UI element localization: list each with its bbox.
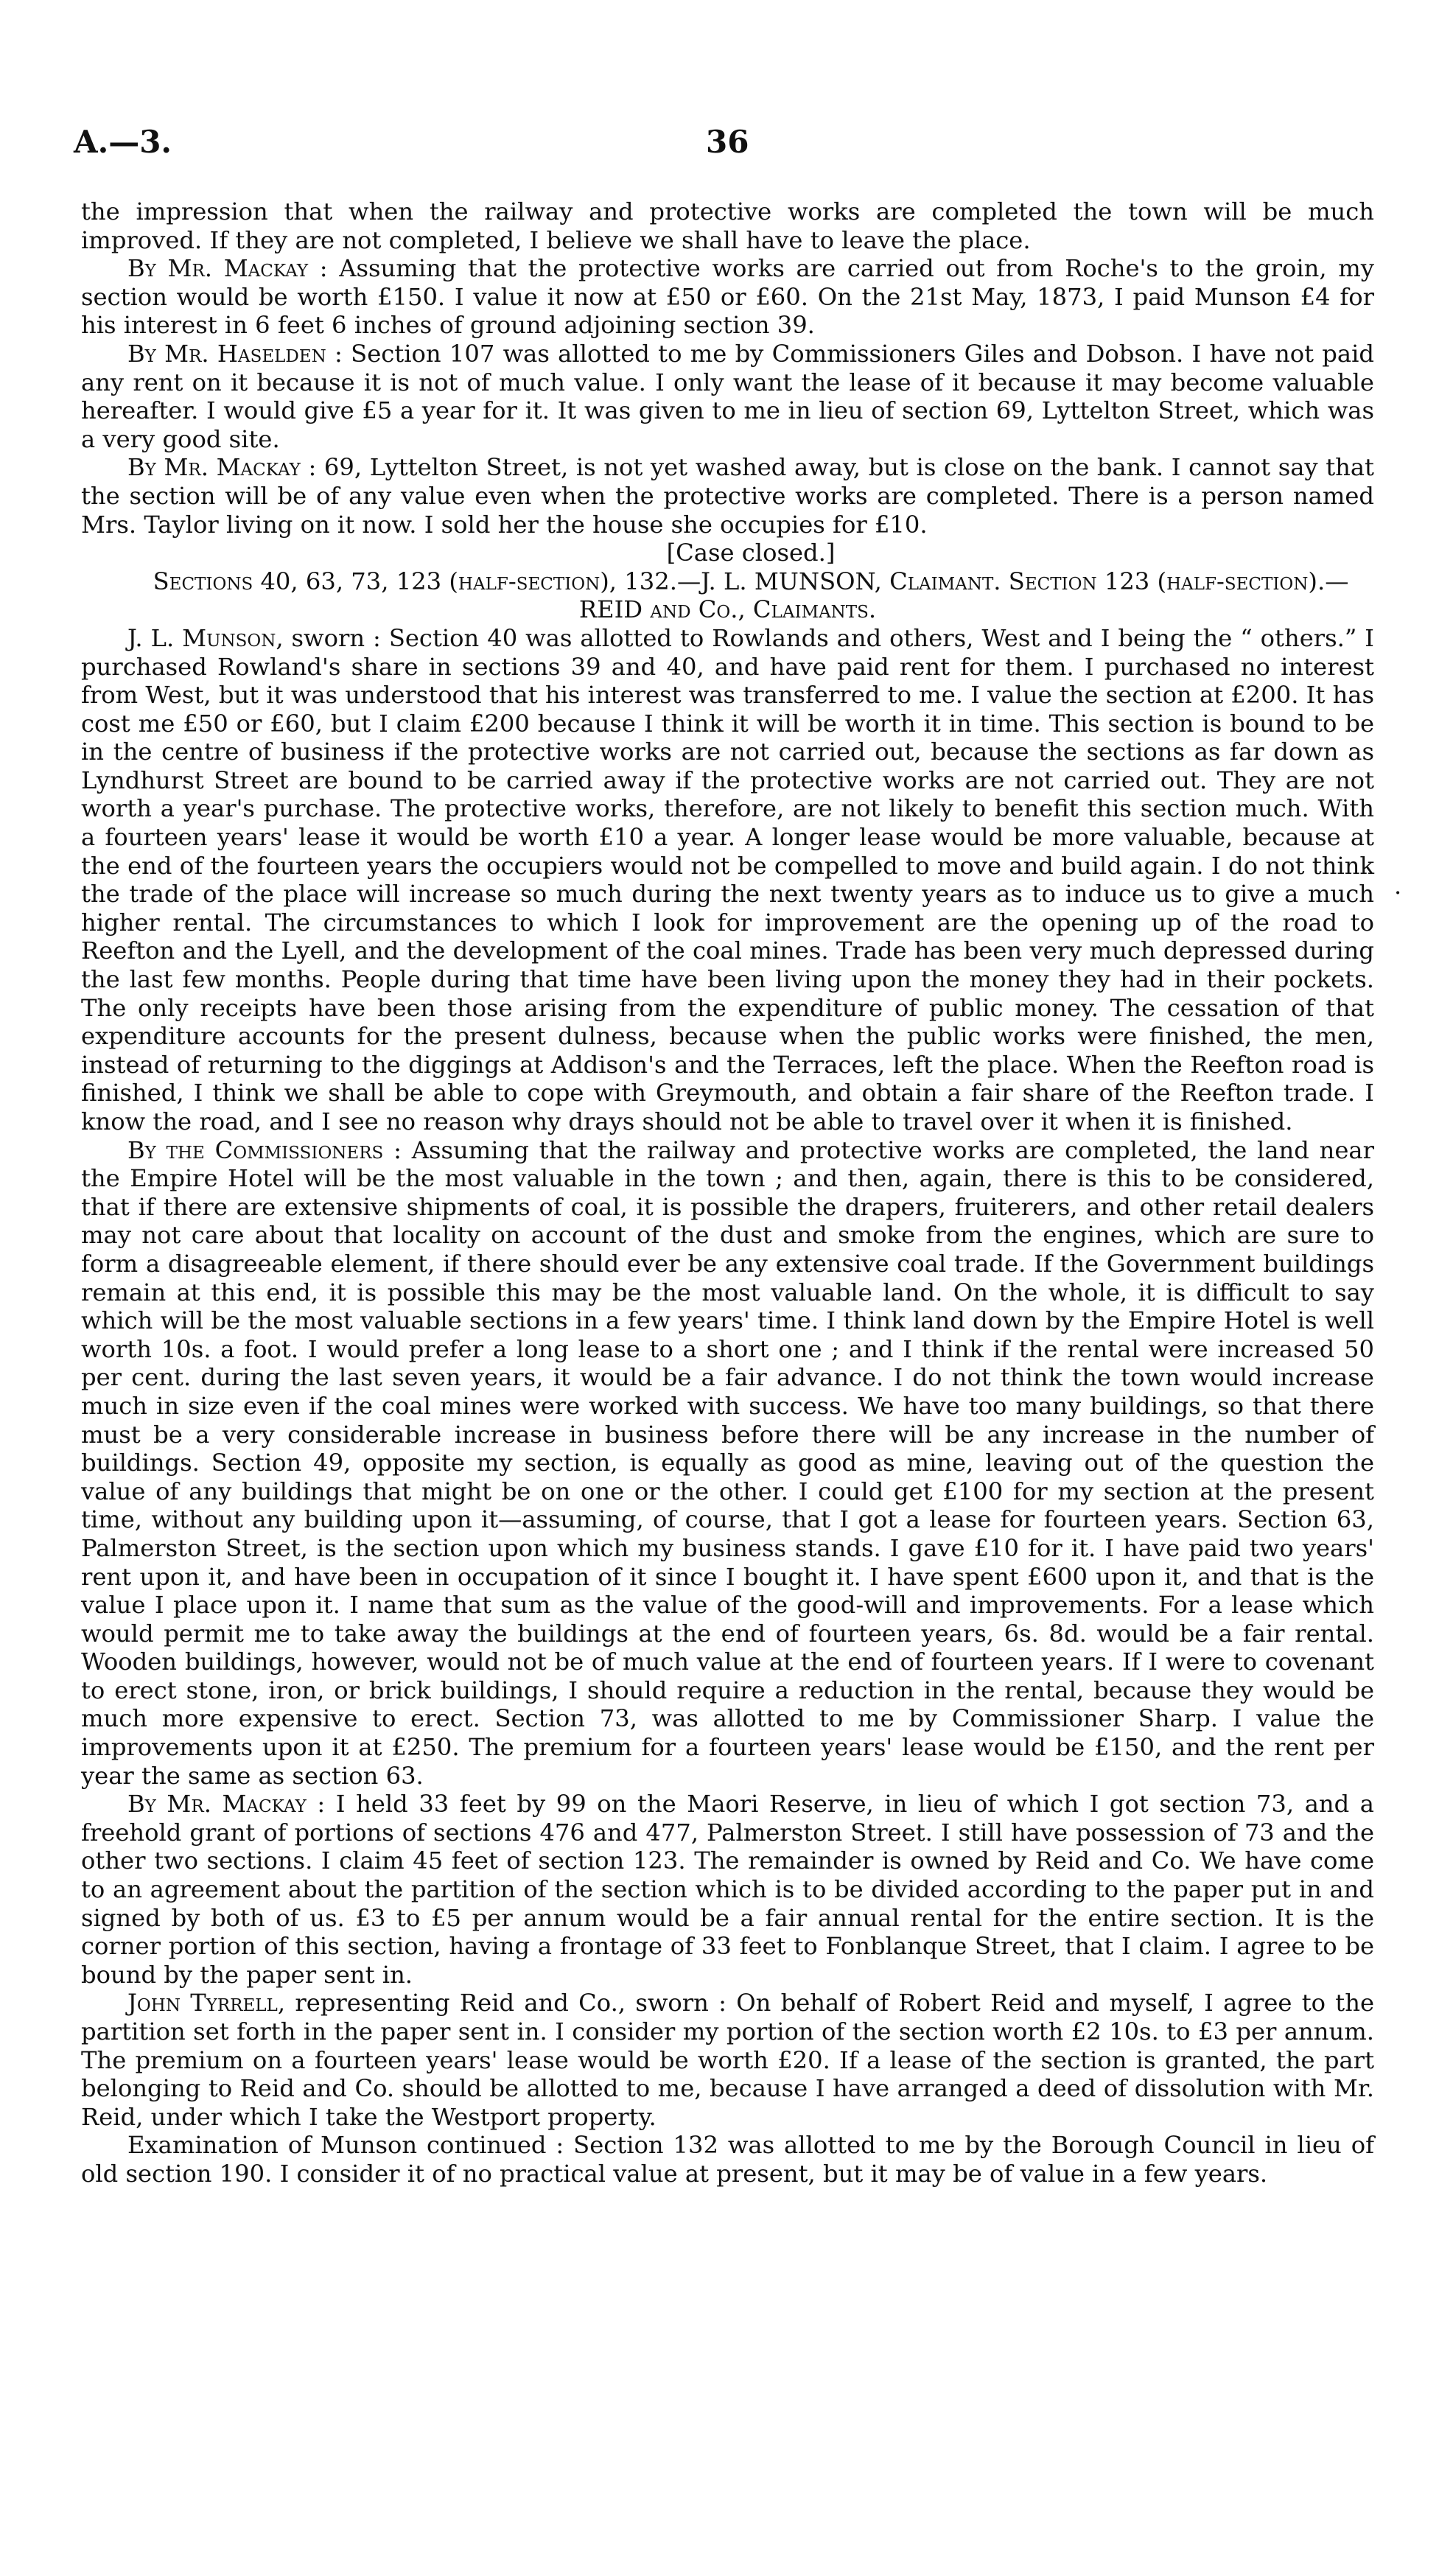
body-text: [81, 197, 1374, 2188]
paragraph-mackay-2: [81, 453, 1374, 539]
document-code: A.—3.: [74, 124, 172, 160]
speaker-label: By Mr. Haselden :: [127, 339, 343, 368]
paragraph-tyrrell: [81, 1989, 1374, 2131]
paragraph-haselden: [81, 340, 1374, 453]
paragraph-commissioners: [81, 1136, 1374, 1791]
paragraph-text: Assuming that the protective works are carried out from Roche's to the groin, my section would be worth £150. I value it now at £50 or £60. On the 21st May, 1873, I paid Munson £4 for his interest in 6 feet 6 inches of ground adjoining section 39.: [81, 254, 1374, 340]
speaker-label: J. L. Munson,: [127, 623, 284, 652]
paragraph-text: Section 107 was allotted to me by Commissioners Giles and Dobson. I have not paid any rent on it because it is not of much value. I only want the lease of it because it may become valuable hereafter. I would give £5 a year for it. It was given to me in lieu of section 69, Lyttelton Street, which was a very good site.: [81, 339, 1374, 453]
speaker-label: John Tyrrell,: [127, 1989, 286, 2017]
section-heading: Sections 40, 63, 73, 123 (half-section), 132.—J. L. MUNSON, Claimant. Section 123 (half-section).—REID and Co., Claimants.: [153, 567, 1349, 624]
paragraph-text: I held 33 feet by 99 on the Maori Reserve, in lieu of which I got section 73, and a freehold grant of portions of sections 476 and 477, Palmerston Street. I still have possession of 73 and the other two sections. I claim 45 feet of section 123. The remainder is owned by Reid and Co. We have come to an agreement about the partition of the section which is to be divided according to the paper put in and signed by both of us. £3 to £5 per annum would be a fair annual rental for the entire section. It is the corner portion of this section, having a frontage of 33 feet to Fonblanque Street, that I claim. I agree to be bound by the paper sent in.: [81, 1790, 1374, 1989]
paragraph-mackay-3: [81, 1790, 1374, 1989]
paragraph-text: representing Reid and Co., sworn : On behalf of Robert Reid and myself, I agree to the partition set forth in the paper sent in. I consider my portion of the section worth £2 10s. to £3 per annum. The premium on a fourteen years' lease would be worth £20. If a lease of the section is granted, the part belonging to Reid and Co. should be allotted to me, because I have arranged a deed of dissolution with Mr. Reid, under which I take the Westport property.: [81, 1989, 1374, 2131]
paragraph-text: 69, Lyttelton Street, is not yet washed away, but is close on the bank. I cannot say that the section will be of any value even when the protective works are completed. There is a person named Mrs. Taylor living on it now. I sold her the house she occupies for £10.: [81, 453, 1374, 539]
margin-mark: .: [1394, 872, 1402, 900]
speaker-label: By Mr. Mackay :: [127, 453, 317, 482]
page-number: 36: [706, 124, 749, 160]
speaker-label: By the Commissioners :: [127, 1135, 402, 1164]
paragraph-text: Assuming that the railway and protective works are completed, the land near the Empire Hotel will be the most valuable in the town ; and then, again, there is this to be considered, that if there are extensive shipments of coal, it is possible the drapers, fruiterers, and other retail dealers may not care about that locality on account of the dust and smoke from the engines, which are sure to form a disagreeable element, if there should ever be any extensive coal trade. If the Government buildings remain at this end, it is possible this may be the most valuable land. On the whole, it is difficult to say which will be the most valuable sections in a few years' time. I think land down by the Empire Hotel is well worth 10s. a foot. I would prefer a long lease to a short one ; and I think if the rental were increased 50 per cent. during the last seven years, it would be a fair advance. I do not think the town would increase much in size even if the coal mines were worked with success. We have too many buildings, so that there must be a very considerable increase in business before there will be any increase in the number of buildings. Section 49, opposite my section, is equally as good as mine, leaving out of the question the value of any buildings that might be on one or the other. I could get £100 for my section at the present time, without any building upon it—assuming, of course, that I got a lease for fourteen years. Section 63, Palmerston Street, is the section upon which my business stands. I gave £10 for it. I have paid two years' rent upon it, and have been in occupation of it since I bought it. I have spent £600 upon it, and that is the value I place upon it. I name that sum as the value of the good-will and improvements. For a lease which would permit me to take away the buildings at the end of fourteen years, 6s. 8d. would be a fair rental. Wooden buildings, however, would not be of much value at the end of fourteen years. If I were to covenant to erect stone, iron, or brick buildings, I should require a reduction in the rental, because they would be much more expensive to erect. Section 73, was allotted to me by Commissioner Sharp. I value the improvements upon it at £250. The premium for a fourteen years' lease would be £150, and the rent per year the same as section 63.: [81, 1135, 1374, 1790]
paragraph-munson-continued: Examination of Munson continued : Section 132 was allotted to me by the Borough Council in lieu of old section 190. I consider it of no practical value at present, but it may be of value in a few years.: [81, 2131, 1374, 2188]
case-closed-note: [Case closed.]: [666, 539, 836, 567]
paragraph-munson-sworn: [81, 624, 1374, 1136]
paragraph-text: sworn : Section 40 was allotted to Rowlands and others, West and I being the “ others.” I purchased Rowland's share in sections 39 and 40, and have paid rent for them. I purchased no interest from West, but it was understood that his interest was transferred to me. I value the section at £200. It has cost me £50 or £60, but I claim £200 because I think it will be worth it in time. This section is bound to be in the centre of business if the protective works are not carried out, because the sections as far down as Lyndhurst Street are bound to be carried away if the protective works are not carried out. They are not worth a year's purchase. The protective works, therefore, are not likely to benefit this section much. With a fourteen years' lease it would be worth £10 a year. A longer lease would be more valuable, because at the end of the fourteen years the occupiers would not be compelled to move and build again. I do not think the trade of the place will increase so much during the next twenty years as to induce us to give a much higher rental. The circumstances to which I look for improvement are the opening up of the road to Reefton and the Lyell, and the development of the coal mines. Trade has been very much depressed during the last few months. People during that time have been living upon the money they had in their pockets. The only receipts have been those arising from the expenditure of public money. The cessation of that expenditure accounts for the present dulness, because when the public works were finished, the men, instead of returning to the diggings at Addison's and the Terraces, left the place. When the Reefton road is finished, I think we shall be able to cope with Greymouth, and obtain a fair share of the Reefton trade. I know the road, and I see no reason why drays should not be able to travel over it when it is finished.: [81, 623, 1375, 1135]
speaker-label: By Mr. Mackay :: [127, 1790, 326, 1819]
speaker-label: By Mr. Mackay :: [127, 254, 328, 283]
paragraph-continuation: the impression that when the railway and protective works are completed the town will be much improved. If they are not completed, I believe we shall have to leave the place.: [81, 197, 1374, 254]
paragraph-mackay-1: [81, 254, 1374, 340]
